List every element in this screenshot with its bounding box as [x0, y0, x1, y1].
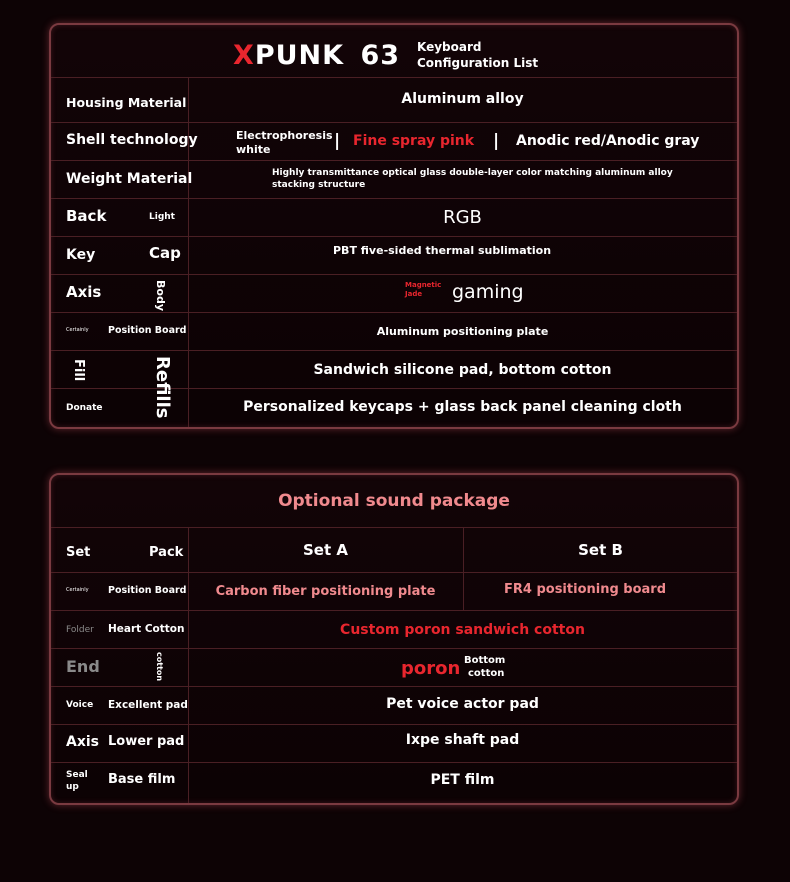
backlight-label-b: Light [149, 212, 175, 222]
end-value-small2: cotton [468, 668, 505, 679]
fill-value: Sandwich silicone pad, bottom cotton [313, 361, 612, 378]
keycap-label-a: Key [66, 247, 96, 263]
row-housing [51, 78, 737, 123]
set-label-b: Pack [149, 545, 184, 560]
position-label-a: Certainly [66, 327, 89, 333]
set-b-header: Set B [578, 540, 623, 559]
sound-row-voice [51, 687, 737, 725]
axis-label-a: Axis [66, 283, 102, 301]
row-keycap [51, 237, 737, 275]
sound-row-axis [51, 725, 737, 763]
xpunk-logo: XPUNK 63 [233, 40, 401, 71]
weight-value-line1: Highly transmittance optical glass double-layer color matching aluminum alloy [272, 168, 673, 178]
header-line2: Configuration List [417, 56, 539, 70]
sound-row-end [51, 649, 737, 687]
configuration-list-panel [49, 23, 739, 429]
end-value-big: poron [401, 658, 461, 679]
folder-label-b: Heart Cotton [108, 623, 185, 635]
backlight-label-a: Back [66, 207, 107, 225]
sound-axis-label-a: Axis [66, 734, 99, 750]
axis-small-line2: Jade [405, 290, 423, 298]
base-label-a2: up [66, 782, 79, 792]
sound-axis-label-b: Lower pad [108, 734, 185, 749]
voice-label-a: Voice [66, 700, 94, 710]
shell-opt1-line2: white [236, 143, 271, 156]
keycap-label-b: Cap [149, 244, 181, 262]
row-backlight [51, 199, 737, 237]
set-label-a: Set [66, 545, 91, 560]
row-axis-body [51, 275, 737, 313]
base-label-a1: Seal [66, 770, 88, 780]
position-set-a: Carbon fiber positioning plate [188, 573, 464, 610]
sound-set-header [51, 528, 737, 573]
optional-sound-package-panel [49, 473, 739, 805]
set-a-header: Set A [188, 528, 464, 572]
axis-label-b: Body [154, 280, 167, 311]
configuration-header [51, 25, 737, 78]
end-value-small1: Bottom [464, 655, 506, 666]
shell-opt3: Anodic red/Anodic gray [516, 133, 700, 149]
position-value: Aluminum positioning plate [376, 325, 549, 338]
base-value: PET film [430, 772, 495, 788]
voice-label-b: Excellent pad [108, 699, 188, 711]
folder-label-a: Folder [66, 625, 94, 635]
sound-row-folder [51, 611, 737, 649]
donate-value: Personalized keycaps + glass back panel cleaning cloth [243, 399, 682, 415]
shell-opt2: Fine spray pink [353, 133, 475, 149]
weight-value-line2: stacking structure [272, 180, 366, 190]
fill-label-a: Fill [71, 359, 86, 382]
keycap-value: PBT five-sided thermal sublimation [333, 244, 552, 257]
shell-separator: | [334, 131, 341, 151]
row-position-board [51, 313, 737, 351]
housing-value: Aluminum alloy [401, 91, 524, 107]
base-label-b: Base film [108, 772, 176, 787]
shell-separator-2: | [493, 131, 500, 151]
weight-label: Weight Material [66, 171, 193, 187]
sound-position-label-a: Certainly [66, 587, 89, 593]
sound-title: Optional sound package [278, 491, 510, 511]
axis-value: gaming [452, 281, 524, 303]
end-label-b: cotton [155, 652, 164, 682]
fill-label-b: Refills [152, 356, 173, 419]
sound-row-position [51, 573, 737, 611]
housing-label: Housing Material [66, 95, 187, 110]
voice-value: Pet voice actor pad [386, 695, 539, 712]
end-label-a: End [66, 657, 100, 676]
shell-label: Shell technology [66, 132, 198, 148]
sound-position-label-b: Position Board [108, 585, 187, 596]
shell-opt1-line1: Electrophoresis [236, 129, 333, 142]
header-line1: Keyboard [417, 40, 482, 54]
sound-axis-value: Ixpe shaft pad [405, 731, 520, 748]
axis-small-line1: Magnetic [405, 281, 442, 289]
position-set-b: FR4 positioning board [504, 582, 667, 597]
row-weight [51, 161, 737, 199]
position-label-b: Position Board [108, 325, 187, 336]
backlight-value: RGB [443, 207, 482, 228]
donate-label: Donate [66, 403, 103, 413]
sound-title-row [51, 475, 737, 528]
folder-value: Custom poron sandwich cotton [340, 621, 585, 638]
sound-row-base [51, 763, 737, 805]
row-shell [51, 123, 737, 161]
